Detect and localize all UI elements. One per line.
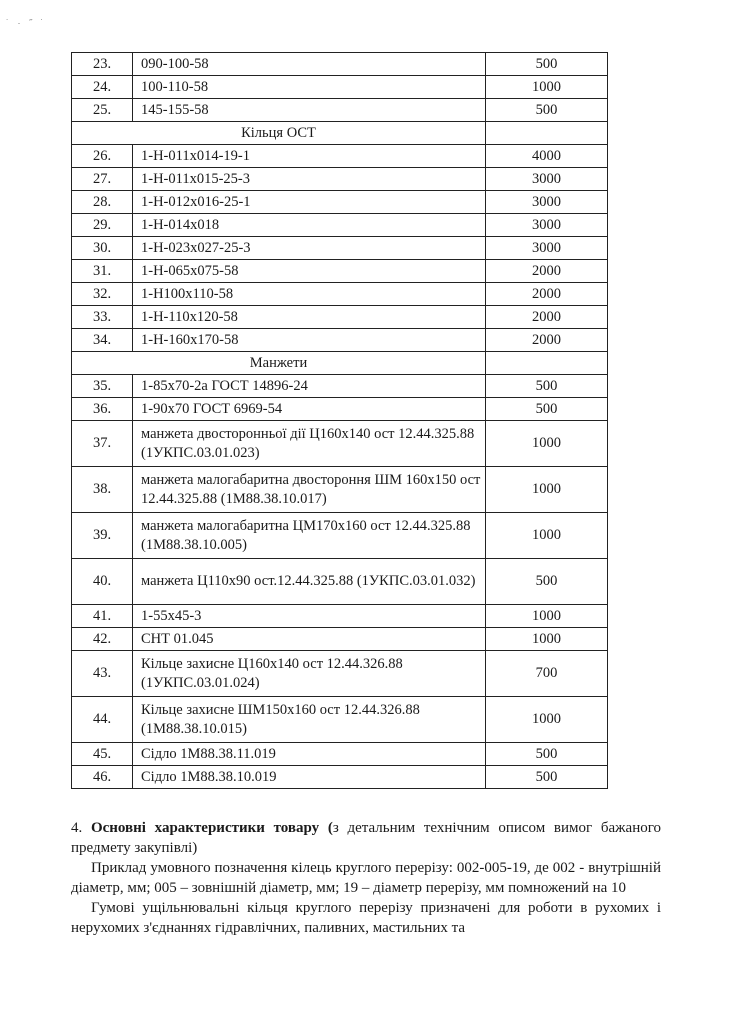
row-number: 25. bbox=[72, 99, 133, 122]
item-quantity: 2000 bbox=[486, 260, 608, 283]
item-name: 145-155-58 bbox=[133, 99, 486, 122]
section-4-heading bbox=[71, 818, 661, 858]
item-quantity: 500 bbox=[486, 99, 608, 122]
row-number: 30. bbox=[72, 237, 133, 260]
item-name: 1-Н-011х015-25-3 bbox=[133, 168, 486, 191]
section-heading-rest: з детальним технічним описом вимог бажаного предмету закупівлі) bbox=[71, 820, 661, 856]
item-quantity: 2000 bbox=[486, 329, 608, 352]
table-row bbox=[72, 329, 608, 352]
row-number: 33. bbox=[72, 306, 133, 329]
item-name: 1-Н-065х075-58 bbox=[133, 260, 486, 283]
item-name: 1-Н-012х016-25-1 bbox=[133, 191, 486, 214]
item-name: 100-110-58 bbox=[133, 76, 486, 99]
table-row bbox=[72, 76, 608, 99]
section-qty-empty bbox=[486, 352, 608, 375]
item-name: 1-Н-014х018 bbox=[133, 214, 486, 237]
item-quantity: 1000 bbox=[486, 605, 608, 628]
row-number: 31. bbox=[72, 260, 133, 283]
item-name: манжета малогабаритна двостороння ШМ 160х150 ост 12.44.325.88 (1М88.38.10.017) bbox=[133, 467, 486, 513]
row-number: 29. bbox=[72, 214, 133, 237]
table-row bbox=[72, 605, 608, 628]
item-name: Кільце захисне ШМ150х160 ост 12.44.326.88 (1М88.38.10.015) bbox=[133, 697, 486, 743]
item-quantity: 500 bbox=[486, 375, 608, 398]
item-name: 090-100-58 bbox=[133, 53, 486, 76]
item-name: 1-90х70 ГОСТ 6969-54 bbox=[133, 398, 486, 421]
section-heading-bold: Основні характеристики товару ( bbox=[90, 820, 333, 836]
table-row bbox=[72, 237, 608, 260]
item-name: 1-Н-023х027-25-3 bbox=[133, 237, 486, 260]
row-number: 26. bbox=[72, 145, 133, 168]
section-row bbox=[72, 352, 608, 375]
item-quantity: 1000 bbox=[486, 697, 608, 743]
item-name: манжета малогабаритна ЦМ170х160 ост 12.44.325.88 (1М88.38.10.005) bbox=[133, 513, 486, 559]
item-name: Кільце захисне Ц160х140 ост 12.44.326.88 (1УКПС.03.01.024) bbox=[133, 651, 486, 697]
item-quantity: 500 bbox=[486, 559, 608, 605]
row-number: 34. bbox=[72, 329, 133, 352]
item-name: 1-Н-160х170-58 bbox=[133, 329, 486, 352]
item-quantity: 2000 bbox=[486, 283, 608, 306]
row-number: 24. bbox=[72, 76, 133, 99]
table-row bbox=[72, 398, 608, 421]
table-row bbox=[72, 53, 608, 76]
row-number: 23. bbox=[72, 53, 133, 76]
table-row bbox=[72, 306, 608, 329]
table-row bbox=[72, 283, 608, 306]
item-name: 1-Н-011х014-19-1 bbox=[133, 145, 486, 168]
table-row bbox=[72, 375, 608, 398]
row-number: 45. bbox=[72, 743, 133, 766]
table-row bbox=[72, 191, 608, 214]
table-row bbox=[72, 743, 608, 766]
item-quantity: 3000 bbox=[486, 191, 608, 214]
table-row bbox=[72, 421, 608, 467]
item-quantity: 1000 bbox=[486, 76, 608, 99]
row-number: 32. bbox=[72, 283, 133, 306]
item-quantity: 2000 bbox=[486, 306, 608, 329]
table-row bbox=[72, 260, 608, 283]
item-quantity: 700 bbox=[486, 651, 608, 697]
section-number: 4. bbox=[71, 820, 83, 836]
item-name: СНТ 01.045 bbox=[133, 628, 486, 651]
section-row bbox=[72, 122, 608, 145]
table-row bbox=[72, 513, 608, 559]
row-number: 36. bbox=[72, 398, 133, 421]
table-row bbox=[72, 651, 608, 697]
item-name: манжета двосторонньої дії Ц160х140 ост 12.44.325.88 (1УКПС.03.01.023) bbox=[133, 421, 486, 467]
table-row bbox=[72, 697, 608, 743]
row-number: 28. bbox=[72, 191, 133, 214]
item-quantity: 1000 bbox=[486, 467, 608, 513]
row-number: 41. bbox=[72, 605, 133, 628]
paragraph-example: Приклад умовного позначення кілець круглого перерізу: 002-005-19, де 002 - внутрішній діаметр, мм; 005 – зовнішній діаметр, мм; 19 – діаметр перерізу, мм помножений на 10 bbox=[71, 860, 661, 896]
item-quantity: 3000 bbox=[486, 237, 608, 260]
item-quantity: 3000 bbox=[486, 168, 608, 191]
item-quantity: 500 bbox=[486, 53, 608, 76]
table-row bbox=[72, 467, 608, 513]
item-quantity: 500 bbox=[486, 743, 608, 766]
item-name: манжета Ц110х90 ост.12.44.325.88 (1УКПС.03.01.032) bbox=[133, 559, 486, 605]
row-number: 46. bbox=[72, 766, 133, 789]
row-number: 42. bbox=[72, 628, 133, 651]
table-row bbox=[72, 766, 608, 789]
item-quantity: 1000 bbox=[486, 421, 608, 467]
row-number: 43. bbox=[72, 651, 133, 697]
scan-marks: ˙ · ˝ ˙ bbox=[6, 18, 47, 28]
item-quantity: 4000 bbox=[486, 145, 608, 168]
item-name: 1-55х45-3 bbox=[133, 605, 486, 628]
row-number: 27. bbox=[72, 168, 133, 191]
table-row bbox=[72, 628, 608, 651]
item-name: Сідло 1М88.38.10.019 bbox=[133, 766, 486, 789]
row-number: 40. bbox=[72, 559, 133, 605]
item-name: 1-Н100х110-58 bbox=[133, 283, 486, 306]
item-quantity: 1000 bbox=[486, 628, 608, 651]
section-4 bbox=[71, 818, 661, 938]
table-row bbox=[72, 559, 608, 605]
section-title: Манжети bbox=[72, 352, 486, 375]
section-title: Кільця ОСТ bbox=[72, 122, 486, 145]
table-row bbox=[72, 214, 608, 237]
row-number: 37. bbox=[72, 421, 133, 467]
items-table bbox=[71, 52, 608, 789]
item-name: 1-Н-110х120-58 bbox=[133, 306, 486, 329]
table-row bbox=[72, 99, 608, 122]
item-quantity: 500 bbox=[486, 766, 608, 789]
row-number: 39. bbox=[72, 513, 133, 559]
row-number: 38. bbox=[72, 467, 133, 513]
paragraph-purpose: Гумові ущільнювальні кільця круглого перерізу призначені для роботи в рухомих і нерухомих з'єднаннях гідравлічних, паливних, мастильних та bbox=[71, 900, 661, 936]
section-qty-empty bbox=[486, 122, 608, 145]
table-row bbox=[72, 145, 608, 168]
row-number: 44. bbox=[72, 697, 133, 743]
row-number: 35. bbox=[72, 375, 133, 398]
item-quantity: 1000 bbox=[486, 513, 608, 559]
item-quantity: 500 bbox=[486, 398, 608, 421]
item-quantity: 3000 bbox=[486, 214, 608, 237]
table-row bbox=[72, 168, 608, 191]
item-name: Сідло 1М88.38.11.019 bbox=[133, 743, 486, 766]
item-name: 1-85х70-2а ГОСТ 14896-24 bbox=[133, 375, 486, 398]
